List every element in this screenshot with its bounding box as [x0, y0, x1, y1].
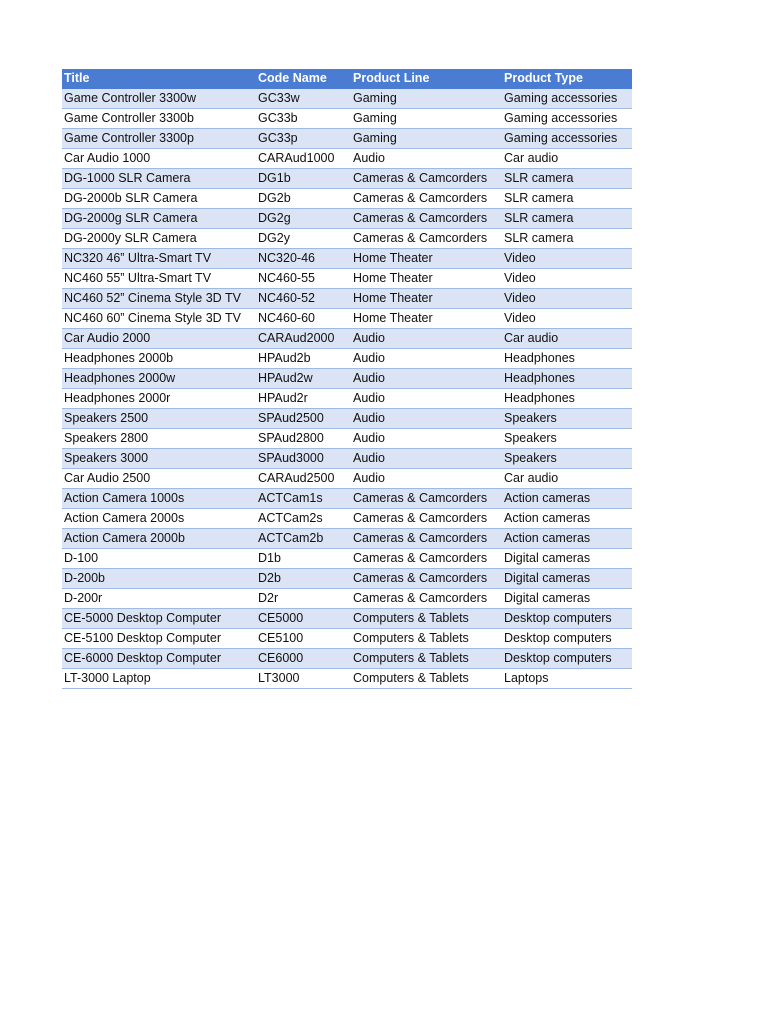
table-row — [62, 169, 632, 189]
cell-product-line: Cameras & Camcorders — [351, 569, 502, 589]
cell-product-line: Gaming — [351, 109, 502, 129]
cell-product-type: SLR camera — [502, 229, 632, 249]
cell-code-name: CARAud2000 — [256, 329, 351, 349]
cell-code-name: D2r — [256, 589, 351, 609]
cell-product-line: Audio — [351, 149, 502, 169]
cell-product-line: Cameras & Camcorders — [351, 209, 502, 229]
table-row — [62, 329, 632, 349]
table-row — [62, 129, 632, 149]
cell-product-type: Desktop computers — [502, 609, 632, 629]
cell-code-name: DG2g — [256, 209, 351, 229]
cell-code-name: NC460-52 — [256, 289, 351, 309]
cell-title: DG-2000b SLR Camera — [62, 189, 256, 209]
table-row — [62, 549, 632, 569]
cell-product-line: Computers & Tablets — [351, 629, 502, 649]
cell-product-line: Home Theater — [351, 269, 502, 289]
table-row — [62, 449, 632, 469]
cell-code-name: D2b — [256, 569, 351, 589]
cell-product-type: Headphones — [502, 369, 632, 389]
cell-code-name: CE6000 — [256, 649, 351, 669]
cell-code-name: DG1b — [256, 169, 351, 189]
cell-title: Headphones 2000w — [62, 369, 256, 389]
table-row — [62, 469, 632, 489]
cell-title: Car Audio 2000 — [62, 329, 256, 349]
cell-title: Headphones 2000b — [62, 349, 256, 369]
cell-product-line: Audio — [351, 409, 502, 429]
cell-code-name: D1b — [256, 549, 351, 569]
cell-product-type: SLR camera — [502, 169, 632, 189]
cell-product-type: Video — [502, 309, 632, 329]
cell-product-type: Laptops — [502, 669, 632, 689]
table-row — [62, 309, 632, 329]
cell-title: CE-5000 Desktop Computer — [62, 609, 256, 629]
cell-product-line: Audio — [351, 329, 502, 349]
cell-title: Game Controller 3300w — [62, 89, 256, 109]
cell-product-type: Speakers — [502, 449, 632, 469]
cell-code-name: CARAud2500 — [256, 469, 351, 489]
table-row — [62, 489, 632, 509]
cell-code-name: CE5000 — [256, 609, 351, 629]
cell-title: Speakers 2800 — [62, 429, 256, 449]
cell-title: LT-3000 Laptop — [62, 669, 256, 689]
cell-code-name: GC33p — [256, 129, 351, 149]
cell-product-line: Computers & Tablets — [351, 609, 502, 629]
cell-product-type: Desktop computers — [502, 629, 632, 649]
cell-product-line: Audio — [351, 469, 502, 489]
cell-code-name: NC320-46 — [256, 249, 351, 269]
cell-code-name: DG2y — [256, 229, 351, 249]
cell-product-line: Home Theater — [351, 309, 502, 329]
cell-product-type: Gaming accessories — [502, 129, 632, 149]
cell-product-type: Gaming accessories — [502, 89, 632, 109]
cell-code-name: ACTCam1s — [256, 489, 351, 509]
header-product-type: Product Type — [502, 69, 632, 89]
header-code-name: Code Name — [256, 69, 351, 89]
table-row — [62, 369, 632, 389]
cell-code-name: SPAud2500 — [256, 409, 351, 429]
cell-product-line: Computers & Tablets — [351, 669, 502, 689]
cell-product-line: Audio — [351, 369, 502, 389]
cell-product-type: Speakers — [502, 429, 632, 449]
cell-product-line: Cameras & Camcorders — [351, 169, 502, 189]
cell-title: Action Camera 2000b — [62, 529, 256, 549]
cell-product-type: Gaming accessories — [502, 109, 632, 129]
cell-code-name: ACTCam2s — [256, 509, 351, 529]
product-table — [62, 69, 632, 689]
cell-product-type: Action cameras — [502, 529, 632, 549]
table-row — [62, 209, 632, 229]
table-row — [62, 569, 632, 589]
cell-product-type: SLR camera — [502, 189, 632, 209]
table-row — [62, 409, 632, 429]
cell-product-type: Desktop computers — [502, 649, 632, 669]
cell-product-type: Car audio — [502, 329, 632, 349]
cell-code-name: NC460-55 — [256, 269, 351, 289]
cell-product-type: Digital cameras — [502, 549, 632, 569]
table-row — [62, 429, 632, 449]
cell-code-name: DG2b — [256, 189, 351, 209]
table-row — [62, 149, 632, 169]
cell-product-line: Home Theater — [351, 249, 502, 269]
cell-product-type: Digital cameras — [502, 569, 632, 589]
cell-product-line: Cameras & Camcorders — [351, 549, 502, 569]
cell-product-line: Gaming — [351, 89, 502, 109]
cell-title: CE-6000 Desktop Computer — [62, 649, 256, 669]
table-row — [62, 189, 632, 209]
table-row — [62, 229, 632, 249]
cell-product-line: Cameras & Camcorders — [351, 509, 502, 529]
table-row — [62, 529, 632, 549]
cell-product-type: Speakers — [502, 409, 632, 429]
cell-title: DG-2000y SLR Camera — [62, 229, 256, 249]
cell-title: CE-5100 Desktop Computer — [62, 629, 256, 649]
cell-title: Car Audio 1000 — [62, 149, 256, 169]
cell-product-line: Computers & Tablets — [351, 649, 502, 669]
cell-code-name: LT3000 — [256, 669, 351, 689]
cell-code-name: HPAud2r — [256, 389, 351, 409]
cell-product-type: Car audio — [502, 149, 632, 169]
cell-title: D-200r — [62, 589, 256, 609]
cell-product-type: Headphones — [502, 349, 632, 369]
cell-title: Game Controller 3300p — [62, 129, 256, 149]
cell-title: Action Camera 1000s — [62, 489, 256, 509]
cell-product-line: Home Theater — [351, 289, 502, 309]
cell-title: NC460 52” Cinema Style 3D TV — [62, 289, 256, 309]
cell-title: DG-2000g SLR Camera — [62, 209, 256, 229]
table-row — [62, 249, 632, 269]
cell-product-line: Audio — [351, 349, 502, 369]
table-row — [62, 629, 632, 649]
table-row — [62, 389, 632, 409]
cell-title: Speakers 3000 — [62, 449, 256, 469]
cell-title: Car Audio 2500 — [62, 469, 256, 489]
cell-product-type: Headphones — [502, 389, 632, 409]
cell-product-type: Action cameras — [502, 509, 632, 529]
cell-code-name: GC33b — [256, 109, 351, 129]
cell-code-name: SPAud2800 — [256, 429, 351, 449]
table-row — [62, 669, 632, 689]
cell-title: NC460 55” Ultra-Smart TV — [62, 269, 256, 289]
cell-code-name: NC460-60 — [256, 309, 351, 329]
cell-code-name: HPAud2w — [256, 369, 351, 389]
cell-code-name: ACTCam2b — [256, 529, 351, 549]
cell-title: NC320 46” Ultra-Smart TV — [62, 249, 256, 269]
table-row — [62, 609, 632, 629]
cell-title: Game Controller 3300b — [62, 109, 256, 129]
cell-title: D-100 — [62, 549, 256, 569]
cell-title: Headphones 2000r — [62, 389, 256, 409]
cell-code-name: CE5100 — [256, 629, 351, 649]
cell-product-line: Cameras & Camcorders — [351, 229, 502, 249]
cell-product-line: Audio — [351, 449, 502, 469]
cell-title: DG-1000 SLR Camera — [62, 169, 256, 189]
cell-product-line: Cameras & Camcorders — [351, 529, 502, 549]
table-header-row — [62, 69, 632, 89]
cell-product-type: Video — [502, 249, 632, 269]
cell-product-line: Audio — [351, 389, 502, 409]
table-row — [62, 649, 632, 669]
header-title: Title — [62, 69, 256, 89]
table-row — [62, 349, 632, 369]
cell-code-name: CARAud1000 — [256, 149, 351, 169]
header-product-line: Product Line — [351, 69, 502, 89]
table-row — [62, 289, 632, 309]
cell-product-line: Cameras & Camcorders — [351, 489, 502, 509]
cell-product-type: Action cameras — [502, 489, 632, 509]
table-row — [62, 509, 632, 529]
table-row — [62, 589, 632, 609]
cell-code-name: GC33w — [256, 89, 351, 109]
cell-title: NC460 60” Cinema Style 3D TV — [62, 309, 256, 329]
cell-product-type: Digital cameras — [502, 589, 632, 609]
cell-product-line: Gaming — [351, 129, 502, 149]
table-body — [62, 89, 632, 689]
cell-product-line: Cameras & Camcorders — [351, 589, 502, 609]
cell-code-name: SPAud3000 — [256, 449, 351, 469]
cell-title: Speakers 2500 — [62, 409, 256, 429]
table-row — [62, 89, 632, 109]
cell-product-type: Video — [502, 269, 632, 289]
cell-product-type: Car audio — [502, 469, 632, 489]
cell-product-type: SLR camera — [502, 209, 632, 229]
table-row — [62, 109, 632, 129]
cell-product-type: Video — [502, 289, 632, 309]
cell-title: D-200b — [62, 569, 256, 589]
cell-product-line: Audio — [351, 429, 502, 449]
cell-code-name: HPAud2b — [256, 349, 351, 369]
table-row — [62, 269, 632, 289]
cell-title: Action Camera 2000s — [62, 509, 256, 529]
cell-product-line: Cameras & Camcorders — [351, 189, 502, 209]
